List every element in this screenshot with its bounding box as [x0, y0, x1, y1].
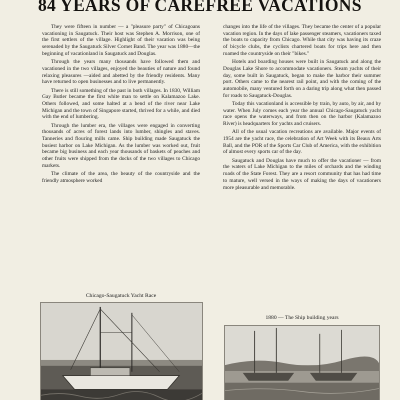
left-text-column	[42, 24, 200, 284]
paragraph: changes into the life of the villages. They became the center of a popular vacation region. In the days of lake passenger steamers, vacationers taxed the boats to capacity from Chicago. While that city was having its craze of bicycle clubs, the cyclists chartered boats for trips here and then roamed the countryside on their "bikes."	[223, 24, 381, 57]
yacht-race-caption: Chicago-Saugatuck Yacht Race	[85, 293, 157, 299]
page-title: 84 YEARS OF CAREFREE VACATIONS	[38, 0, 362, 15]
sailboat-photo-icon	[41, 303, 202, 400]
paragraph: There is still something of the past in both villages. In 1830, William Gay Butler became the first white man to settle on Kalamazoo Lake. Others followed, and some halted at a bend of the river near Lake Michigan and the town of Singapore started, thrived for a while, and died with the end of lumbering.	[42, 87, 200, 121]
paragraph: Today this vacationland is accessible by train, by auto, by air, and by water. When July comes each year the annual Chicago-Saugatuck yacht race opens the waterways, and from then on the harbor (Kalamazoo River) is headquarters for yachts and cruisers.	[223, 100, 381, 128]
paragraph: Hotels and boarding houses were built in Saugatuck and along the Douglas Lake Shore to accommodate vacationers. Steam yachts of their day, some built in Saugatuck, began to make the harbor their summer port. Others came to the nearest rail point, and with the coming of the automobile, many ventured forth on a daring trip along what then passed for roads to Saugatuck-Douglas.	[223, 59, 381, 99]
paragraph: Saugatuck and Douglas have much to offer the vacationer — from the waters of Lake Michigan to the miles of orchards and the winding roads of the State Forest. They are a resort community that has had time to mature, well versed in the ways of making the days of vacationers more pleasurable and memorable.	[223, 157, 381, 191]
ship-building-photo	[224, 325, 380, 400]
paragraph: Through the years many thousands have followed them and vacationed in the two villages, enjoyed the beauties of nature and found relaxing pleasures —aided and abetted by the friendly residents. Many have returned to open businesses and to live permanently.	[42, 59, 200, 86]
ship-building-caption: 1880 — The Ship building years	[265, 315, 339, 321]
paragraph: They were fifteen in number — a "pleasure party" of Chicagoans vacationing in Saugatuck. Their host was Stephen A. Morrison, one of the first settlers of the village. Highlight of their vacation was being serenaded by the Saugatuck Silver Cornet Band. The year was 1880—the beginning of vacationland in Saugatuck and Douglas.	[42, 24, 200, 57]
yacht-race-photo	[40, 302, 203, 400]
shipyard-photo-icon	[225, 326, 379, 400]
paragraph: The climate of the area, the beauty of the countryside and the friendly atmosphere worked	[42, 171, 200, 184]
right-text-column	[223, 24, 381, 284]
paragraph: All of the usual vacation recreations are available. Major events of 1954 are the yacht race, the celebration of Art Week with its Beaux Arts Ball, and the POR of the Sports Car Club of America, with the exhibition of almost every sports car of the day.	[223, 129, 381, 156]
paragraph: Through the lumber era, the villages were engaged in converting thousands of acres of forest lands into lumber, shingles and staves. Tanneries and flouring mills came. Ship building made Saugatuck the busiest harbor on Lake Michigan. As the lumber was worked out, fruit became big business and each year thousands of baskets of peaches and other fruits were shipped from the docks of the two villages to Chicago markets.	[42, 122, 200, 169]
